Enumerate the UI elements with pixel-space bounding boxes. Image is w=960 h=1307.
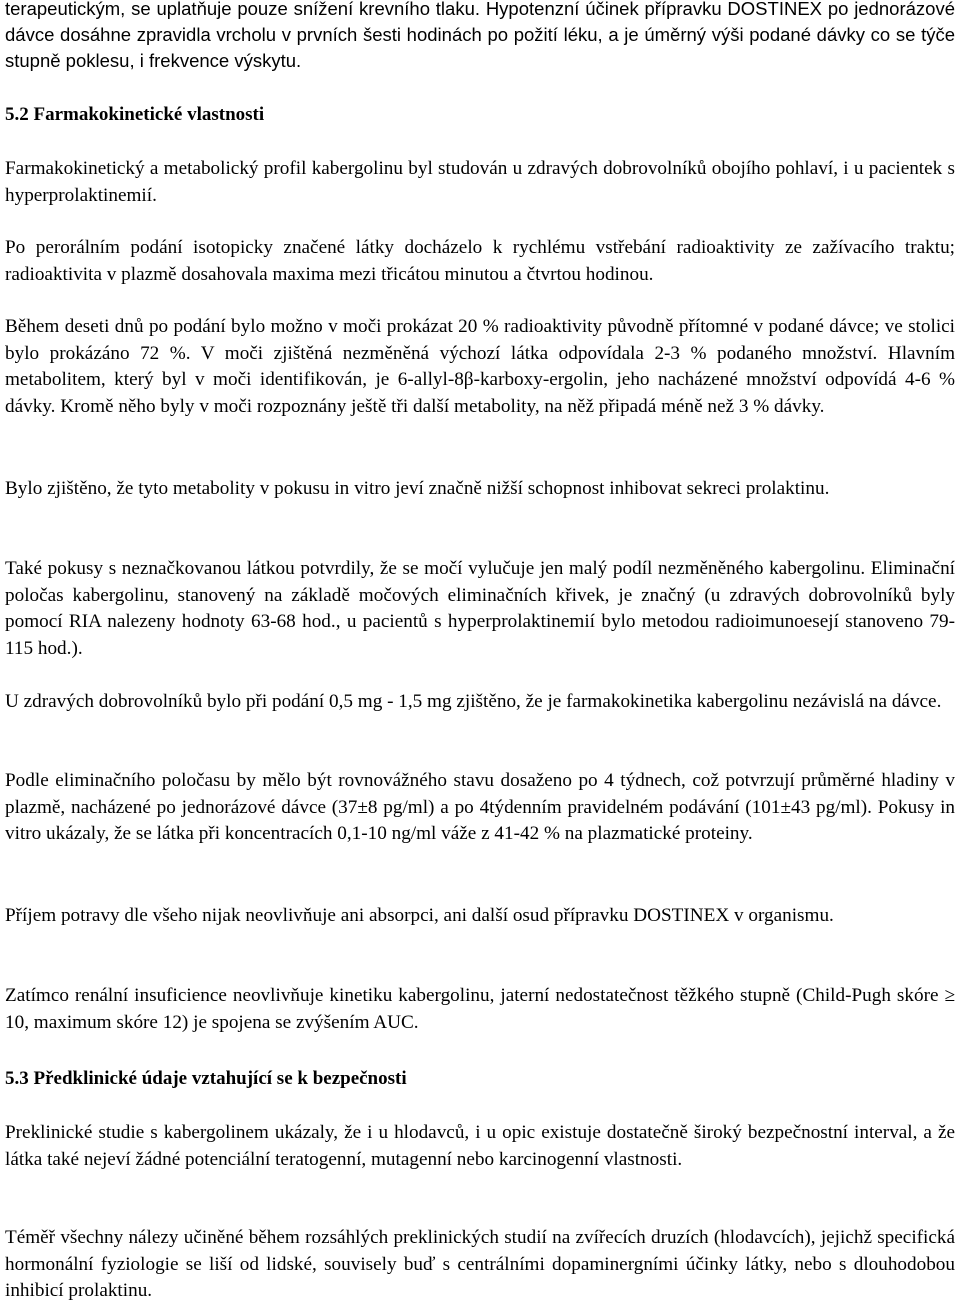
paragraph-excretion: Během deseti dnů po podání bylo možno v moči prokázat 20 % radioaktivity původně přítomné v podané dávce; ve stolici bylo prokázáno 72 %. V moči zjištěná nezměněná výchozí látka odpovídala 2-3 % podaného množství. Hlavním metabolitem, který byl v moči identifikován, je 6-allyl-8β-karboxy-ergolin, jeho nacházené množství odpovídá 4-6 % dávky. Kromě něho byly v moči rozpoznány ještě tři další metabolity, na něž připadá méně než 3 % dávky.	[5, 316, 955, 417]
paragraph-steady-state: Podle eliminačního poločasu by mělo být rovnovážného stavu dosaženo po 4 týdnech, což potvrzují průměrné hladiny v plazmě, nacházené po jednorázové dávce (37±8 pg/ml) a po 4týdenním pravidelném podávání (101±43 pg/ml). Pokusy in vitro ukázaly, že se látka při koncentracích 0,1-10 ng/ml váže z 41-42 % na plazmatické proteiny.	[5, 770, 955, 844]
document-page	[5, 0, 955, 1301]
paragraph-food-effect: Příjem potravy dle všeho nijak neovlivňuje ani absorpci, ani další osud přípravku DOSTINEX v organismu.	[5, 905, 834, 926]
paragraph-metabolites: Bylo zjištěno, že tyto metabolity v pokusu in vitro jeví značně nižší schopnost inhibovat sekreci prolaktinu.	[5, 478, 830, 499]
paragraph-preclinical-findings: Téměř všechny nálezy učiněné během rozsáhlých preklinických studií na zvířecích druzích (hlodavcích), jejichž specifická hormonální fyziologie se liší od lidské, souvisely buď s centrálními dopaminergními účinky látky, nebo s dlouhodobou inhibicí prolaktinu.	[5, 1227, 955, 1301]
section-heading-5-2: 5.2 Farmakokinetické vlastnosti	[5, 104, 265, 125]
intro-paragraph: terapeutickým, se uplatňuje pouze snížení krevního tlaku. Hypotenzní účinek přípravku DOSTINEX po jednorázové dávce dosáhne zpravidla vrcholu v prvních šesti hodinách po požití léku, a je úměrný výši podané dávky co se týče stupně poklesu, i frekvence výskytu.	[5, 0, 955, 71]
paragraph-pk-profile: Farmakokinetický a metabolický profil kabergolinu byl studován u zdravých dobrovolníků obojího pohlaví, i u pacientek s hyperprolaktinemií.	[5, 158, 955, 206]
paragraph-renal-hepatic: Zatímco renální insuficience neovlivňuje kinetiku kabergolinu, jaterní nedostatečnost těžkého stupně (Child-Pugh skóre ≥ 10, maximum skóre 12) je spojena se zvýšením AUC.	[5, 985, 955, 1033]
section-heading-5-3: 5.3 Předklinické údaje vztahující se k bezpečnosti	[5, 1068, 407, 1089]
paragraph-dose-linearity: U zdravých dobrovolníků bylo při podání 0,5 mg - 1,5 mg zjištěno, že je farmakokinetika kabergolinu nezávislá na dávce.	[5, 691, 942, 712]
paragraph-half-life: Také pokusy s neznačkovanou látkou potvrdily, že se močí vylučuje jen malý podíl nezměněného kabergolinu. Eliminační poločas kabergolinu, stanovený na základě močových eliminačních křivek, je značný (u zdravých dobrovolníků byly pomocí RIA nalezeny hodnoty 63-68 hod., u pacientů s hyperprolaktinemií bylo metodou radioimunoesejí stanoveno 79-115 hod.).	[5, 558, 955, 659]
paragraph-preclinical-safety: Preklinické studie s kabergolinem ukázaly, že i u hlodavců, i u opic existuje dostatečně široký bezpečnostní interval, a že látka také nejeví žádné potenciální teratogenní, mutagenní nebo karcinogenní vlastnosti.	[5, 1122, 955, 1170]
paragraph-absorption: Po perorálním podání isotopicky značené látky docházelo k rychlému vstřebání radioaktivity ze zažívacího traktu; radioaktivita v plazmě dosahovala maxima mezi třicátou minutou a čtvrtou hodinou.	[5, 237, 955, 285]
